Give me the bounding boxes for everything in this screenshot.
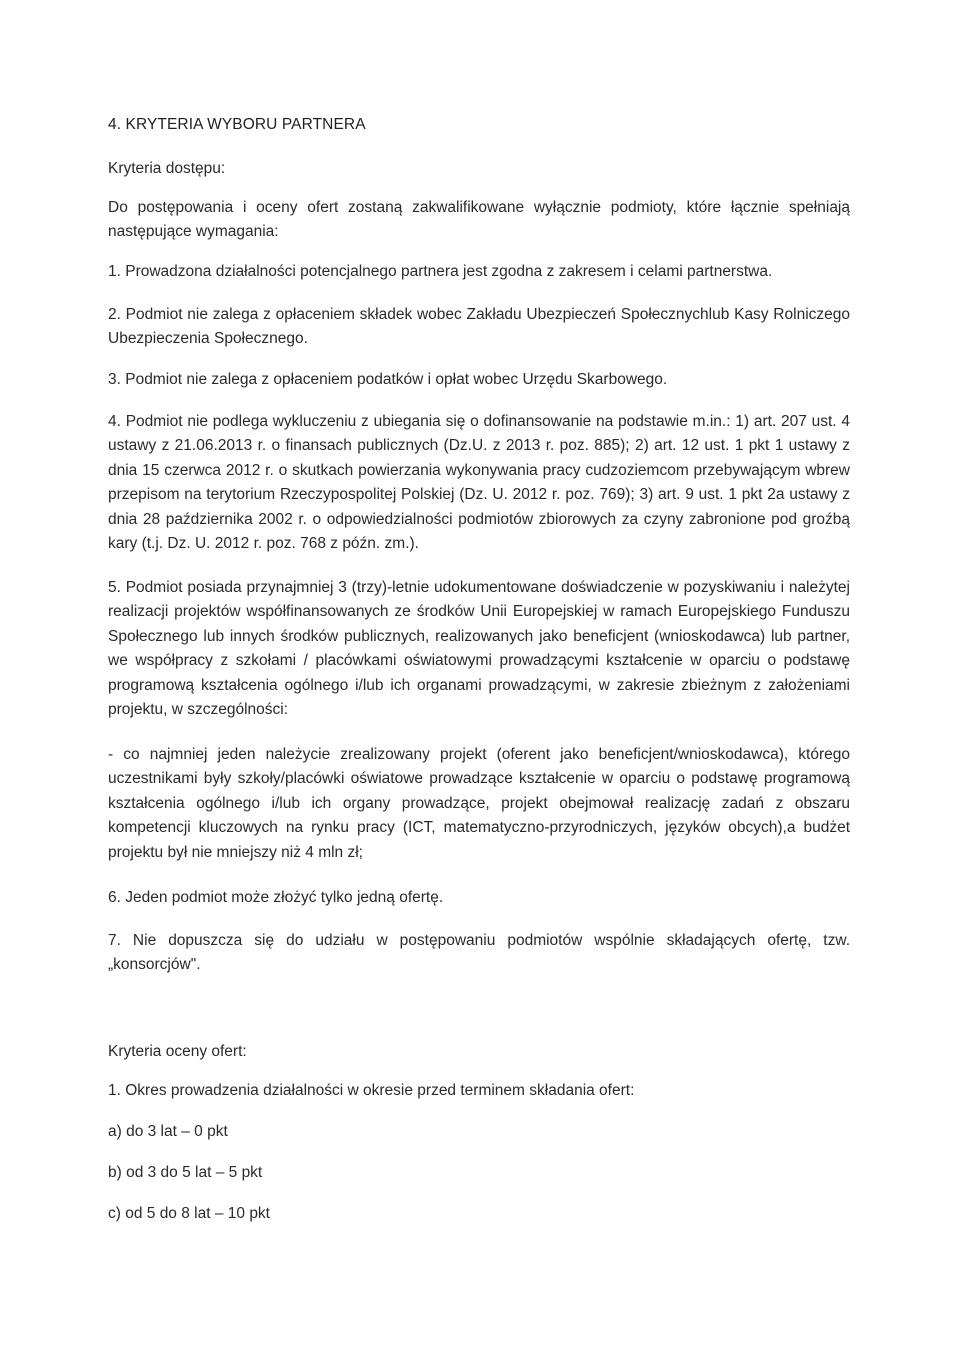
access-criteria-label: Kryteria dostępu: [108, 160, 226, 177]
score-option-a: a) do 3 lat – 0 pkt [108, 1123, 228, 1140]
section-title: 4. KRYTERIA WYBORU PARTNERA [108, 116, 366, 133]
requirement-5-detail: - co najmniej jeden należycie zrealizowany projekt (oferent jako beneficjent/wnioskodawca), którego uczestnikami były szkoły/placówki oświatowe prowadzące kształcenie w oparciu o podstawę programową kształcenia ogólnego i/lub ich organy prowadzące, projekt obejmował realizację zadań z obszaru kompetencji kluczowych na rynku pracy (ICT, matematyczno-przyrodniczych, języków obcych),a budżet projektu był nie mniejszy niż 4 mln zł; [108, 746, 850, 861]
requirement-1: 1. Prowadzona działalności potencjalnego partnera jest zgodna z zakresem i celami partnerstwa. [108, 263, 773, 280]
requirement-2: 2. Podmiot nie zalega z opłaceniem składek wobec Zakładu Ubezpieczeń Społecznychlub Kasy Rolniczego Ubezpieczenia Społecznego. [108, 306, 850, 348]
evaluation-criterion-1: 1. Okres prowadzenia działalności w okresie przed terminem składania ofert: [108, 1082, 635, 1099]
requirement-5: 5. Podmiot posiada przynajmniej 3 (trzy)-letnie udokumentowane doświadczenie w pozyskiwaniu i należytej realizacji projektów współfinansowanych ze środków Unii Europejskiej w ramach Europejskiego Funduszu Społecznego lub innych środków publicznych, realizowanych jako beneficjent (wnioskodawca) lub partner, we współpracy z szkołami / placówkami oświatowymi prowadzącymi kształcenie w oparciu o podstawę programową kształcenia ogólnego i/lub ich organami prowadzącymi, w zakresie zbieżnym z założeniami projektu, w szczególności: [108, 579, 850, 719]
requirement-7: 7. Nie dopuszcza się do udziału w postępowaniu podmiotów wspólnie składających ofertę, tzw. „konsorcjów". [108, 932, 850, 974]
requirement-4: 4. Podmiot nie podlega wykluczeniu z ubiegania się o dofinansowanie na podstawie m.in.: 1) art. 207 ust. 4 ustawy z 21.06.2013 r. o finansach publicznych (Dz.U. z 2013 r. poz. 885); 2) art. 12 ust. 1 pkt 1 ustawy z dnia 15 czerwca 2012 r. o skutkach powierzania wykonywania pracy cudzoziemcom przebywającym wbrew przepisom na terytorium Rzeczypospolitej Polskiej (Dz. U. 2012 r. poz. 769); 3) art. 9 ust. 1 pkt 2a ustawy z dnia 28 października 2002 r. o odpowiedzialności podmiotów zbiorowych za czyny zabronione pod groźbą kary (t.j. Dz. U. 2012 r. poz. 768 z późn. zm.). [108, 413, 850, 553]
score-option-c: c) od 5 do 8 lat – 10 pkt [108, 1205, 270, 1222]
score-option-b: b) od 3 do 5 lat – 5 pkt [108, 1164, 263, 1181]
evaluation-criteria-label: Kryteria oceny ofert: [108, 1043, 247, 1060]
requirement-3: 3. Podmiot nie zalega z opłaceniem podatków i opłat wobec Urzędu Skarbowego. [108, 371, 668, 388]
intro-paragraph: Do postępowania i oceny ofert zostaną zakwalifikowane wyłącznie podmioty, które łącznie spełniają następujące wymagania: [108, 199, 850, 241]
document-page [108, 0, 850, 1364]
requirement-6: 6. Jeden podmiot może złożyć tylko jedną ofertę. [108, 889, 444, 906]
